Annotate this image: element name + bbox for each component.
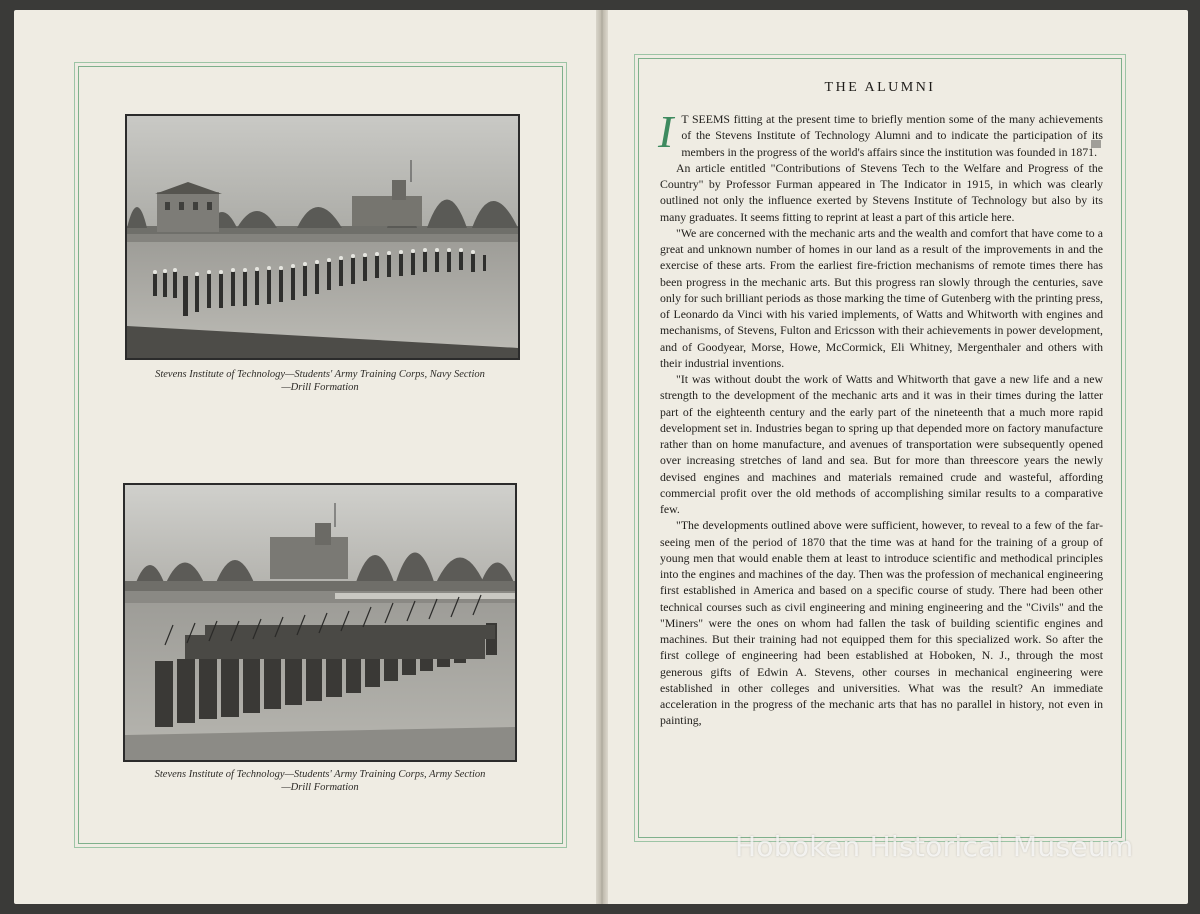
book-gutter [596, 10, 608, 904]
article-body [658, 106, 1103, 729]
article-paragraph [658, 106, 1103, 160]
caption-line: Stevens Institute of Technology—Students' Army Training Corps, Navy Section [155, 369, 485, 380]
army-section-caption [110, 768, 530, 794]
article-paragraph: "The developments outlined above were sufficient, however, to reveal to a few of the far-seeing men of the period of 1870 that the time was at hand for the training of a group of young men that would enable them at least to introduce scientific and methodical principles into the engines and machines of the day. Then was the profession of mechanical engineering first established in America and based on a specific course of study. There had been other technical courses such as civil engineering and mining engineering and the "Civils" and the "Miners" were the ones on whom had fallen the task of building scientific engines and machines. But their training had not equipped them for this specialized work. So after the first college of engineering had been established at Hoboken, N. J., through the most generous gifts of Edwin A. Stevens, other courses in mechanical engineering were established in other colleges and universities. What was the result? An immediate acceleration in the progress of the mechanic arts that has no parallel in history, not even in painting, [660, 518, 1103, 728]
navy-drill-photo-graphic [127, 116, 518, 358]
army-section-photo [123, 483, 517, 762]
article-paragraph: An article entitled "Contributions of Stevens Tech to the Welfare and Progress of the Country" by Professor Furman appeared in The Indicator in 1915, in which was clearly outlined not only the influence exerted by Stevens Institute of Technology but also by its many graduates. It seems fitting to reprint at least a part of this article here. [660, 160, 1103, 224]
caption-line: —Drill Formation [281, 382, 359, 393]
paragraph-text: T SEEMS fitting at the present time to briefly mention some of the many achievements of the Stevens Institute of Technology Alumni and to indicate the participation of its members in the progress of the world's affairs since the institution was founded in 1871. [681, 112, 1103, 159]
caption-line: Stevens Institute of Technology—Students' Army Training Corps, Army Section [154, 769, 486, 780]
army-drill-photo-graphic [125, 485, 515, 760]
article-paragraph: "It was without doubt the work of Watts and Whitworth that gave a new life and a new strength to the development of the mechanic arts and it was in their times during the latter part of the eighteenth century and the early part of the nineteenth that a much more rapid development set in. Industries began to spring up that depended more on factory manufacture rather than on home manufacture, and avenues of transportation were subsequently opened over increasing stretches of land and sea. But for more than threescore years the newly devised engines and machines and materials remained crude and wasteful, affording commercial profit over the old methods of accomplishing similar results to a comparative few. [660, 372, 1103, 516]
article-paragraph: "We are concerned with the mechanic arts and the wealth and comfort that have come to a great and unknown number of homes in our land as a result of the improvements in and the exercise of these arts. From the earliest fire-friction mechanisms of remote times there has been progress in the mechanic arts. But this progress ran slowly through the centuries, save only for such brilliant periods as those marking the time of Gutenberg with the printing press, of Leonardo da Vinci with his varied implements, of Watts and Whitworth with engines and mechanisms, of Stevens, Fulton and Ericsson with their achievements in power development, and of Goodyear, Morse, Howe, McCormick, Eli Whitney, Mergenthaler and others with their industrial inventions. [660, 225, 1103, 370]
navy-section-caption [110, 368, 530, 394]
museum-watermark: Hoboken Historical Museum [735, 830, 1134, 863]
navy-section-photo [125, 114, 520, 360]
caption-line: —Drill Formation [281, 782, 359, 793]
drop-cap: I [658, 106, 674, 157]
page-title: THE ALUMNI [824, 80, 936, 95]
